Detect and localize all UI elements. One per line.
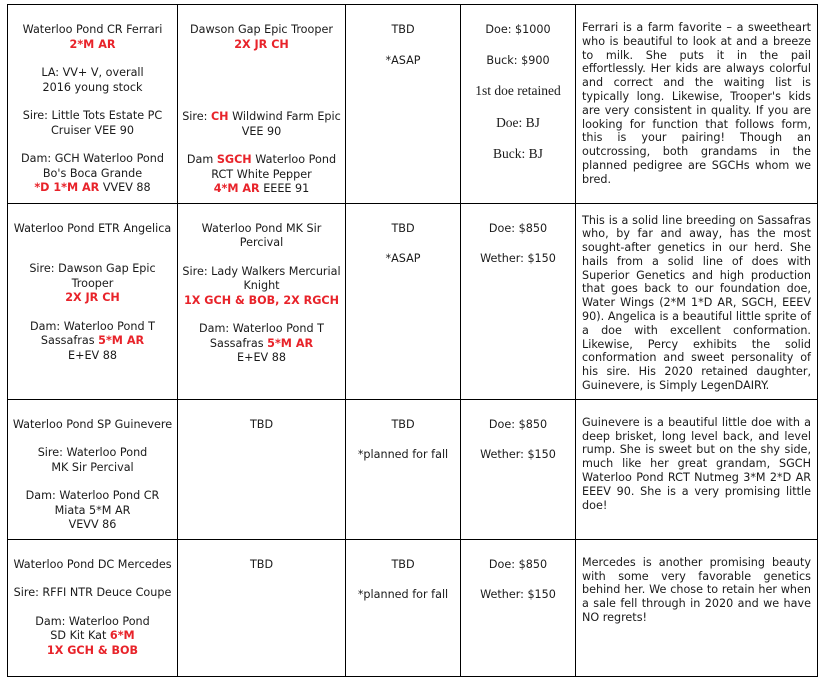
sire-cell [178,5,346,204]
dam-dam-line: Dam: Waterloo Pond SD Kit Kat 6*M 1X GCH & BOB [35,614,150,657]
linear-appraisal: LA: VV+ V, overall 2016 young stock [41,66,144,94]
dam-cell [8,399,178,539]
dam-sire-line: Sire: Little Tots Estate PC Cruiser VEE 90 [22,109,163,137]
dam-sire-line: Sire: RFFI NTR Deuce Coupe [13,586,172,600]
award: 4*M AR [213,182,260,195]
dam-cell [8,203,178,399]
due-cell [346,399,461,539]
dam-dam-line: Dam: Waterloo Pond CR Miata 5*M AR VEVV 86 [25,489,160,532]
due-status: TBD [391,221,415,235]
due-cell [346,203,461,399]
price-doe: Doe: $850 [488,417,548,431]
price-doe-bj: Doe: BJ [496,114,540,130]
dam-sire-line: Sire: Waterloo Pond MK Sir Percival [37,446,148,474]
price-cell [461,5,576,204]
price-wether: Wether: $150 [480,448,556,462]
award: 6*M [109,629,135,643]
price-wether: Wether: $150 [480,588,556,602]
sire-name: TBD [249,557,274,571]
litter-table [7,4,818,677]
description-cell: Ferrari is a farm favorite – a sweetheart who is beautiful to look at and a breeze to milk. She puts it in the pail effortlessly. Her kids are always colorful and correct and the waiting list is typically long. Likewise, Trooper's kids are very consistent in quality. If you are looking for function that follows form, this is your pairing! Though an outcrossing, both grandams in the planned pedigree are SGCHs whom we bred. [576,5,818,204]
award: 1X GCH & BOB, 2X RGCH [184,293,339,307]
dam-name: Waterloo Pond CR Ferrari 2*M AR [22,23,163,51]
award: CH [210,110,229,123]
sire-name: TBD [249,417,274,431]
price-note: 1st doe retained [475,83,561,98]
sire-dam-line: Dam: Waterloo Pond T Sassafras 5*M AR E+EV 88 [199,322,324,364]
award: 2X JR CH [65,291,120,304]
litter-row [8,203,818,399]
dam-name: Waterloo Pond SP Guinevere [12,417,173,431]
dam-dam-line: Dam: Waterloo Pond T Sassafras 5*M AR E+EV 88 [30,319,155,362]
sire-sire-line: Sire: CH Wildwind Farm Epic VEE 90 [182,110,341,138]
price-cell [461,203,576,399]
description-cell: Mercedes is another promising beauty with some very favorable genetics behind her. We chose to retain her when a sale fell through in 2020 and we have NO regrets! [576,539,818,676]
dam-sire-line: Sire: Dawson Gap Epic Trooper 2X JR CH [29,262,156,304]
litter-row [8,399,818,539]
dam-name: Waterloo Pond DC Mercedes [13,557,172,571]
sire-name: Dawson Gap Epic Trooper 2X JR CH [190,23,333,51]
litter-row [8,539,818,676]
award: 5*M AR [98,334,145,347]
sire-dam-line: Dam SGCH Waterloo Pond RCT White Pepper 4*M AR EEEE 91 [186,153,337,195]
price-wether: Wether: $150 [480,252,556,265]
litter-row [8,5,818,204]
price-buck: Buck: $900 [486,53,550,67]
description-cell: Guinevere is a beautiful little doe with a deep brisket, long level back, and level rump. She is sweet but on the shy side, much like her great grandam, SGCH Waterloo Pond RCT Nutmeg 3*M 2*D AR EEEV 90. She is a very promising little doe! [576,399,818,539]
price-cell [461,399,576,539]
due-status: TBD [391,23,415,36]
due-cell [346,5,461,204]
sire-cell [178,399,346,539]
sire-cell [178,539,346,676]
dam-cell [8,5,178,204]
award: 2X JR CH [234,37,289,51]
price-doe: Doe: $850 [488,557,548,571]
award: *D 1*M AR [34,181,100,194]
sire-name: Waterloo Pond MK Sir Percival [201,221,322,249]
price-doe: Doe: $850 [488,221,548,235]
due-note: *planned for fall [357,448,449,462]
price-doe: Doe: $1000 [485,23,551,36]
description-cell: This is a solid line breeding on Sassafras who, by far and away, has the most sought-after genetics in our herd. She hails from a solid line of does with Superior Genetics and high production that goes back to our foundation doe, Water Wings (2*M 1*D AR, SGCH, EEEV 90). Angelica is a beautiful little sprite of a doe with excellent conformation. Likewise, Percy exhibits the solid conformation and sweet personality of his sire. His 2020 retained daughter, Guinevere, is Simply LegenDAIRY. [576,203,818,399]
due-note: *planned for fall [357,588,449,602]
sire-sire-line: Sire: Lady Walkers Mercurial Knight 1X GCH & BOB, 2X RGCH [182,264,341,307]
sire-cell [178,203,346,399]
award: 2*M AR [69,37,116,51]
price-buck-bj: Buck: BJ [493,146,543,161]
award: 5*M AR [267,336,314,350]
dam-cell [8,539,178,676]
due-note: *ASAP [385,53,421,67]
award: 1X GCH & BOB [46,643,139,657]
price-cell [461,539,576,676]
due-cell [346,539,461,676]
dam-name: Waterloo Pond ETR Angelica [13,221,172,235]
dam-dam-line: Dam: GCH Waterloo Pond Bo's Boca Grande *D 1*M AR VVEV 88 [21,152,164,194]
award: SGCH [216,153,252,166]
due-status: TBD [391,557,415,571]
due-note: *ASAP [385,252,421,265]
due-status: TBD [391,417,415,431]
